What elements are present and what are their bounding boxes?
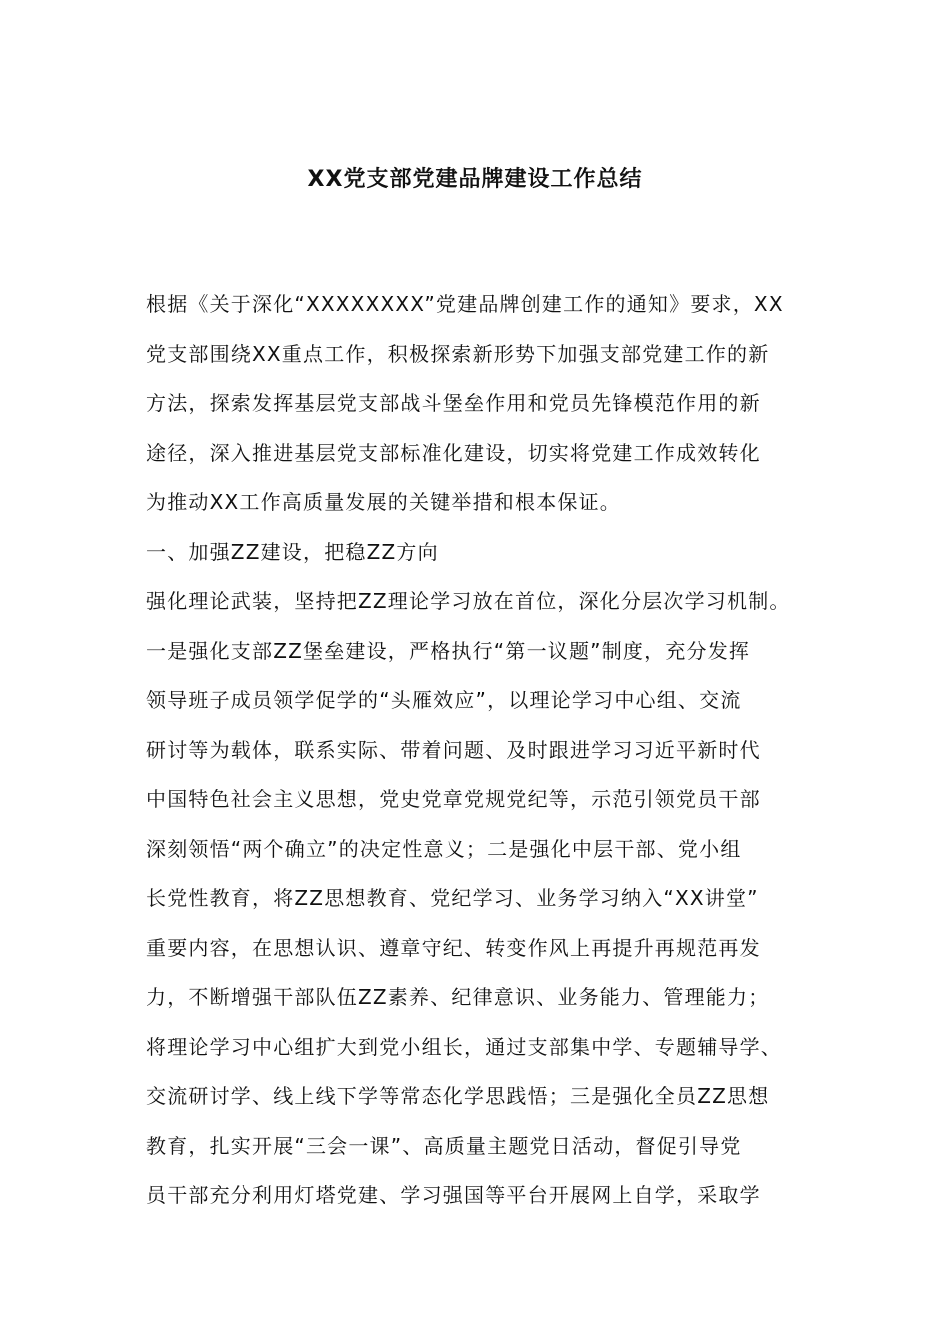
body-line: 交流研讨学、线上线下学等常态化学思践悟；三是强化全员ZZ思想 — [146, 1084, 770, 1108]
body-line: 将理论学习中心组扩大到党小组长，通过支部集中学、专题辅导学、 — [146, 1034, 782, 1059]
body-line: 为推动XX工作高质量发展的关键举措和根本保证。 — [146, 490, 622, 514]
body-line: 长党性教育，将ZZ思想教育、党纪学习、业务学习纳入“XX讲堂” — [146, 886, 759, 910]
body-line: 党支部围绕XX重点工作，积极探索新形势下加强支部党建工作的新 — [146, 341, 770, 366]
body-line: 力，不断增强干部队伍ZZ素养、纪律意识、业务能力、管理能力； — [146, 985, 770, 1009]
body-line: 员干部充分利用灯塔党建、学习强国等平台开展网上自学，采取学 — [146, 1183, 761, 1207]
section-heading: 一、加强ZZ建设，把稳ZZ方向 — [146, 539, 439, 564]
document-title: XX党支部党建品牌建设工作总结 — [307, 167, 643, 192]
body-line: 深刻领悟“两个确立”的决定性意义；二是强化中层干部、党小组 — [146, 836, 742, 861]
body-line: 中国特色社会主义思想，党史党章党规党纪等，示范引领党员干部 — [146, 787, 761, 811]
body-line: 途径，深入推进基层党支部标准化建设，切实将党建工作成效转化 — [146, 440, 761, 465]
body-line: 强化理论武装，坚持把ZZ理论学习放在首位，深化分层次学习机制。 — [146, 589, 791, 613]
body-line: 领导班子成员领学促学的“头雁效应”，以理论学习中心组、交流 — [146, 688, 742, 712]
document-body — [146, 280, 836, 1221]
body-line: 方法，探索发挥基层党支部战斗堡垒作用和党员先锋模范作用的新 — [146, 391, 761, 415]
body-line: 教育，扎实开展“三会一课”、高质量主题党日活动，督促引导党 — [146, 1133, 742, 1158]
body-line: 研讨等为载体，联系实际、带着问题、及时跟进学习习近平新时代 — [146, 737, 761, 762]
body-line: 一是强化支部ZZ堡垒建设，严格执行“第一议题”制度，充分发挥 — [146, 638, 751, 663]
body-line: 重要内容，在思想认识、遵章守纪、转变作风上再提升再规范再发 — [146, 935, 761, 960]
body-line: 根据《关于深化“XXXXXXXX”党建品牌创建工作的通知》要求，XX — [146, 292, 784, 316]
